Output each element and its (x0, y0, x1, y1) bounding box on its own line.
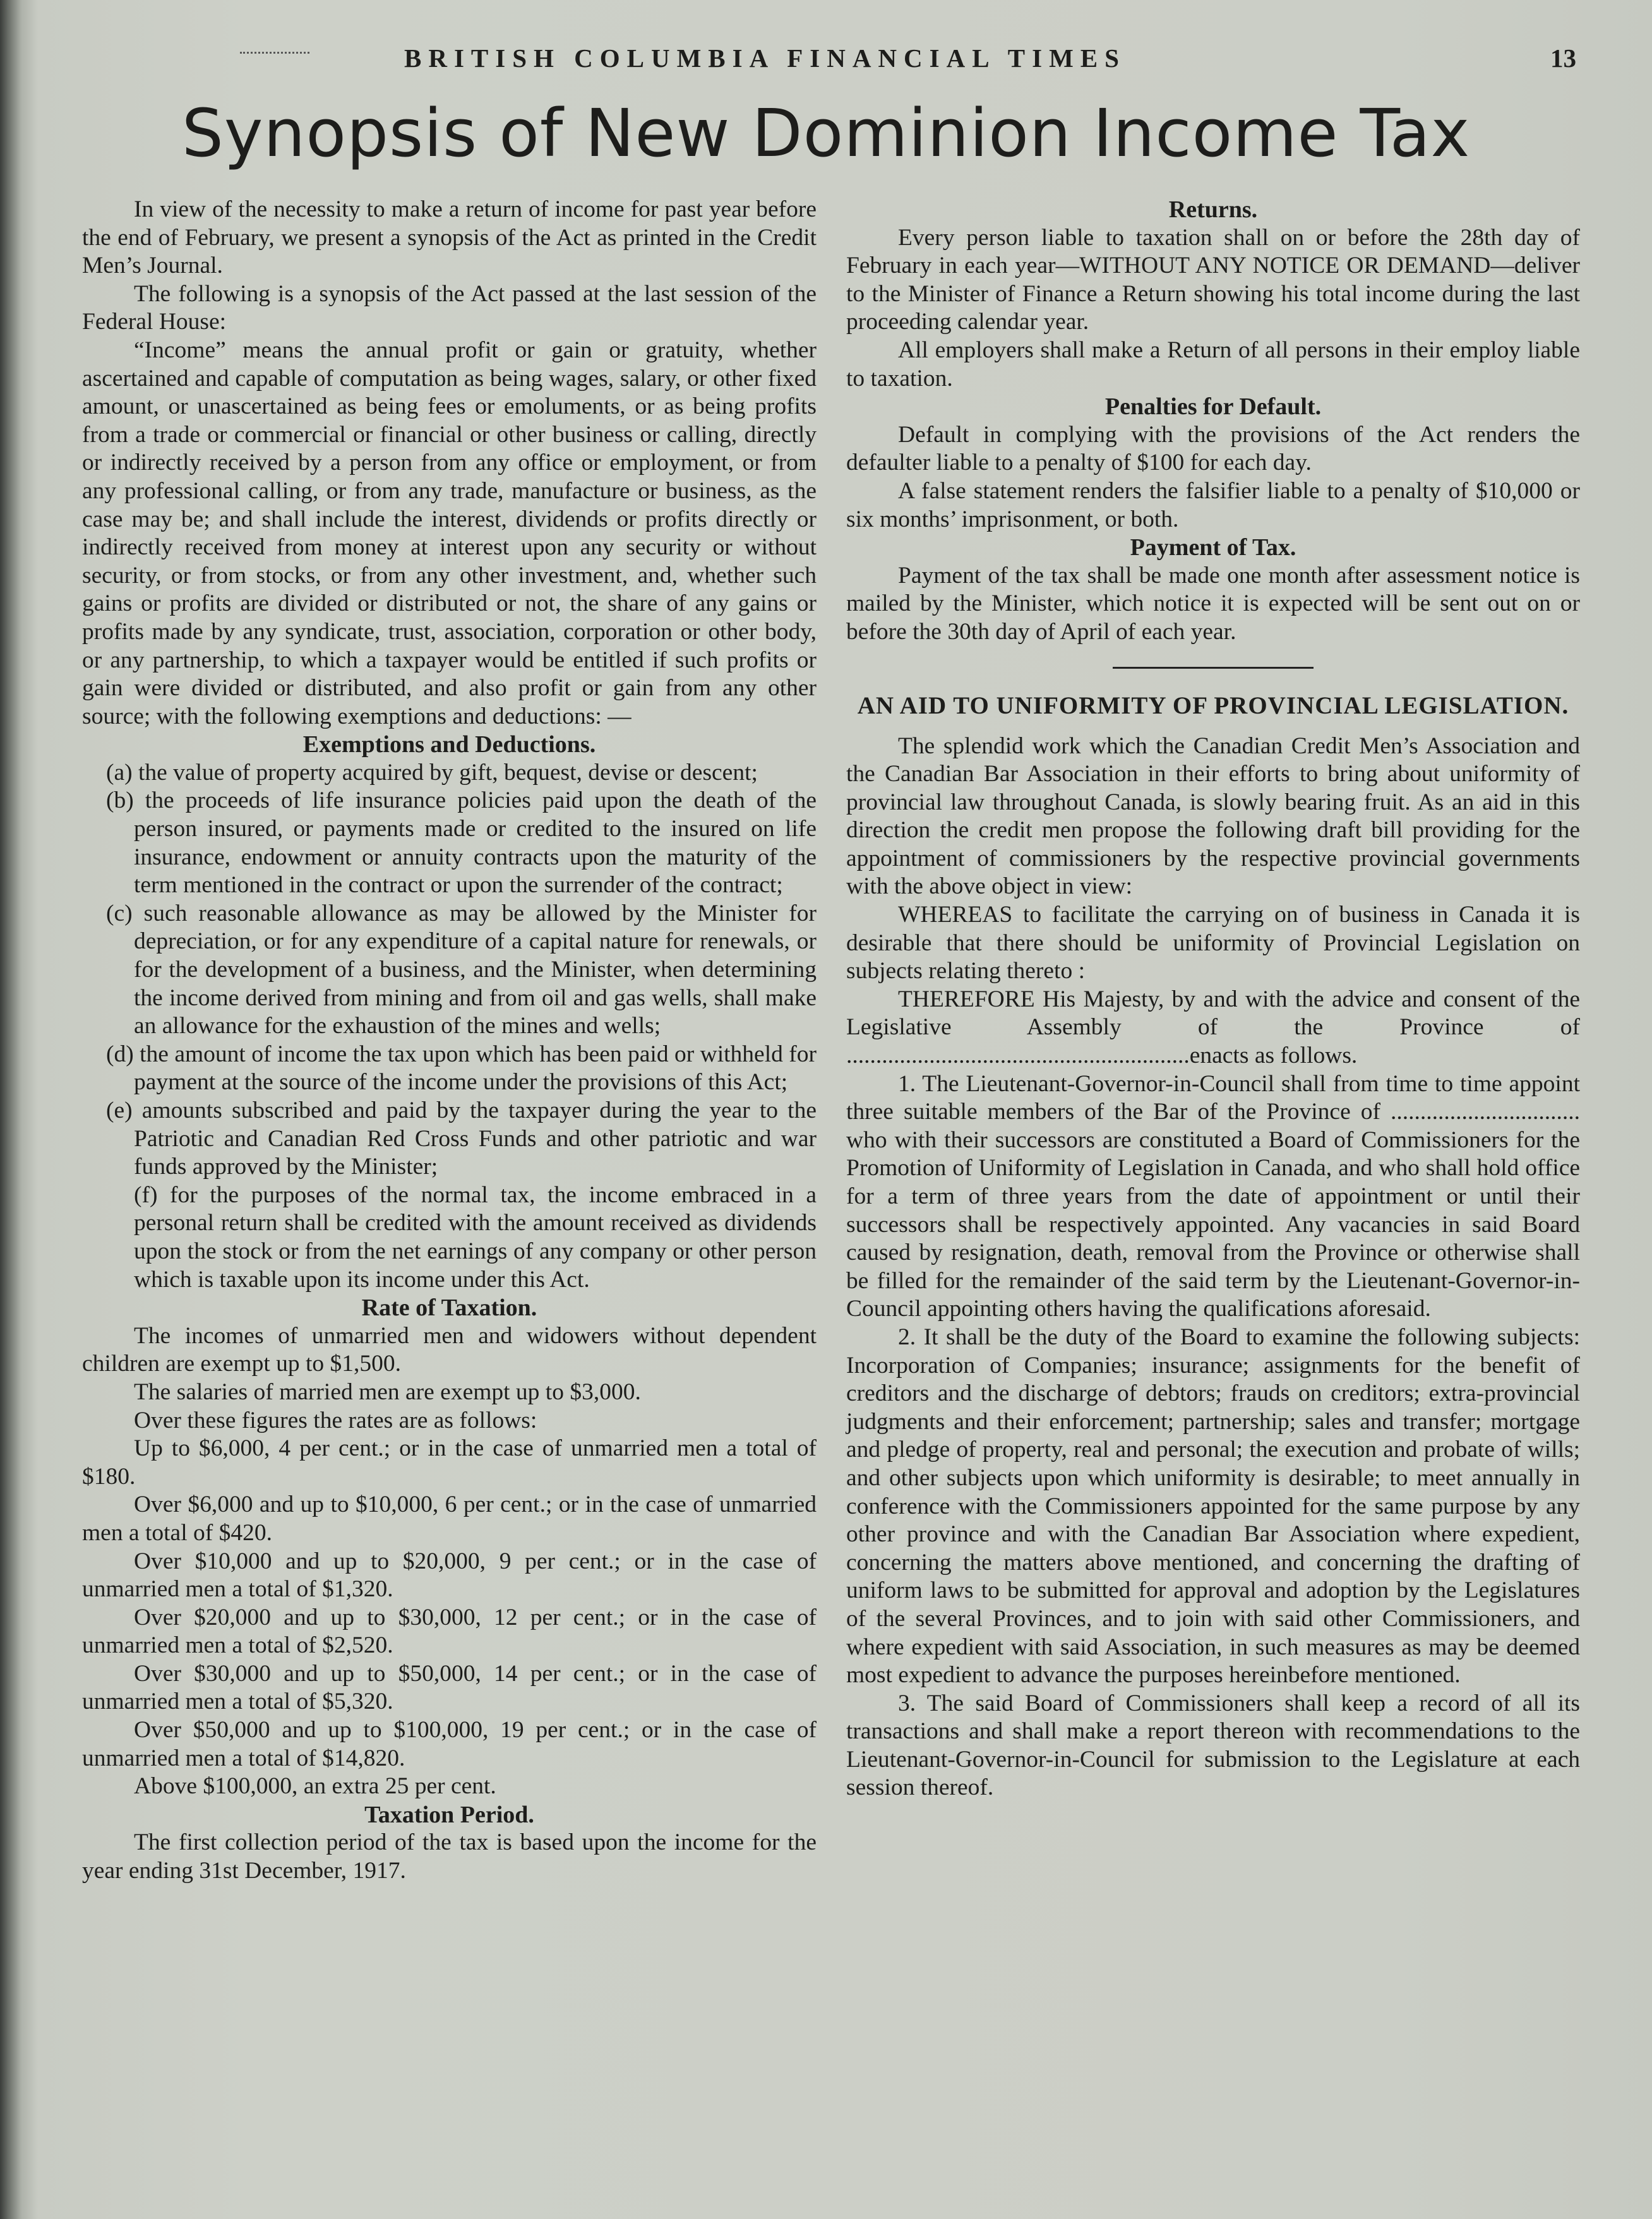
article2-clause: 3. The said Board of Commissioners shall keep a record of all its transactions and shall make a report thereon with recommendations to the Lieutenant-Governor-in-Council for submission to the Legislature at each session thereof. (846, 1690, 1580, 1801)
exemption-item: (d) the amount of income the tax upon which has been paid or withheld for payment at the source of the income under the provisions of this Act; (106, 1041, 817, 1096)
article-title: Synopsis of New Dominion Income Tax (181, 95, 1471, 172)
article2-paragraph: The splendid work which the Canadian Credit Men’s Association and the Canadian Bar Association in their efforts to bring about uniformity of provincial law throughout Canada, is slowly bearing fruit. As an aid in this direction the credit men propose the following draft bill providing for the appointment of commissioners by the respective provincial governments with the above object in view: (846, 733, 1580, 900)
period-paragraph: The first collection period of the tax is based upon the income for the year ending 31st December, 1917. (82, 1829, 817, 1884)
rate-paragraph: Over $50,000 and up to $100,000, 19 per cent.; or in the case of unmarried men a total of $14,820. (82, 1717, 817, 1771)
section-heading-exemptions: Exemptions and Deductions. (302, 731, 596, 758)
header-ornament (240, 52, 309, 54)
right-column (846, 196, 1580, 1802)
returns-paragraph: All employers shall make a Return of all persons in their employ liable to taxation. (846, 337, 1580, 392)
rate-paragraph: Over $30,000 and up to $50,000, 14 per cent.; or in the case of unmarried men a total of $5,320. (82, 1660, 817, 1715)
rate-paragraph: Over $20,000 and up to $30,000, 12 per cent.; or in the case of unmarried men a total of $2,520. (82, 1604, 817, 1659)
page-number: 13 (1550, 44, 1576, 73)
intro-paragraph: In view of the necessity to make a return of income for past year before the end of February, we present a synopsis of the Act as printed in the Credit Men’s Journal. (82, 196, 817, 279)
exemption-item: (b) the proceeds of life insurance policies paid upon the death of the person insured, or payments made or credited to the insured on life insurance, endowment or annuity contracts upon the maturity of the term mentioned in the contract or upon the surrender of the contract; (106, 787, 817, 899)
title-spacing (846, 720, 1580, 733)
exemption-item: (f) for the purposes of the normal tax, the income embraced in a personal return shall be credited with the amount received as dividends upon the stock or from the net earnings of any company or other person which is taxable upon its income under this Act. (134, 1181, 817, 1293)
exemption-item: (a) the value of property acquired by gift, bequest, devise or descent; (106, 759, 758, 786)
article2-clause: 1. The Lieutenant-Governor-in-Council shall from time to time appoint three suitable members of the Bar of the Province of ................................ who with their successors are constituted a Board of Commissioners for the Promotion of Uniformity of Legislation in Canada, and who shall hold office for a term of three years from the date of appointment or until their successors shall be respectively appointed. Any vacancies in said Board caused by resignation, death, removal from the Province or otherwise shall be filled for the remainder of the said term by the Lieutenant-Governor-in-Council appointing others having the qualifications aforesaid. (846, 1070, 1580, 1322)
section-heading-period: Taxation Period. (364, 1801, 534, 1828)
rate-paragraph: Up to $6,000, 4 per cent.; or in the case of unmarried men a total of $180. (82, 1435, 817, 1490)
section-heading-payment: Payment of Tax. (1130, 534, 1296, 561)
second-article-title: AN AID TO UNIFORMITY OF PROVINCIAL LEGISLATION. (857, 691, 1569, 719)
rate-paragraph: Above $100,000, an extra 25 per cent. (134, 1773, 496, 1800)
section-divider (1113, 667, 1314, 669)
income-definition: “Income” means the annual profit or gain or gratuity, whether ascertained and capable of computation as being wages, salary, or other fixed amount, or unascertained as being fees or emoluments, or as being profits from a trade or commercial or financial or other business or calling, directly or indirectly received by a person from any office or employment, or from any professional calling, or from any trade, manufacture or business, as the case may be; and shall include the interest, dividends or profits directly or indirectly received from money at interest upon any security or without security, or from stocks, or from any other investment, and, whether such gains or profits are divided or distributed or not, the share of any gains or profits made by any syndicate, trust, association, corporation or other body, or any partnership, to which a taxpayer would be entitled if such profits or gain were divided or distributed, and also profit or gain from any other source; with the following exemptions and deductions: — (82, 337, 817, 729)
rate-paragraph: Over these figures the rates are as follows: (134, 1407, 537, 1433)
rate-paragraph: The salaries of married men are exempt up to $3,000. (134, 1379, 641, 1405)
running-header (0, 39, 1652, 77)
exemption-item: (c) such reasonable allowance as may be allowed by the Minister for depreciation, or for any expenditure of a capital nature for renewals, or for the development of a business, and the Minister, when determining the income derived from mining and from oil and gas wells, shall make an allowance for the exhaustion of the mines and wells; (106, 900, 817, 1039)
article2-paragraph: THEREFORE His Majesty, by and with the advice and consent of the Legislative Assembly of the Province of ..........................................................enacts as follows. (846, 986, 1580, 1069)
payment-paragraph: Payment of the tax shall be made one month after assessment notice is mailed by the Minister, which notice it is expected will be sent out on or before the 30th day of April of each year. (846, 562, 1580, 645)
penalties-paragraph: A false statement renders the falsifier liable to a penalty of $10,000 or six months’ imprisonment, or both. (846, 477, 1580, 532)
section-heading-rate: Rate of Taxation. (361, 1295, 537, 1322)
returns-paragraph: Every person liable to taxation shall on or before the 28th day of February in each year—WITHOUT ANY NOTICE OR DEMAND—deliver to the Minister of Finance a Return showing his total income during the last proceeding calendar year. (846, 224, 1580, 335)
penalties-paragraph: Default in complying with the provisions of the Act renders the defaulter liable to a penalty of $100 for each day. (846, 421, 1580, 476)
exemption-item: (e) amounts subscribed and paid by the taxpayer during the year to the Patriotic and Canadian Red Cross Funds and other patriotic and war funds approved by the Minister; (106, 1098, 817, 1180)
intro-paragraph: The following is a synopsis of the Act passed at the last session of the Federal House: (82, 280, 817, 335)
section-heading-penalties: Penalties for Default. (1104, 393, 1322, 421)
journal-name: BRITISH COLUMBIA FINANCIAL TIMES (404, 44, 1126, 73)
article2-clause: 2. It shall be the duty of the Board to examine the following subjects: Incorporation of Companies; insurance; assignments for the benefit of creditors and the discharge of debtors; frauds on creditors; extra-provincial judgments and their enforcement; partnership; sales and transfer; mortgage and pledge of property, real and personal; the execution and probate of wills; and other subjects upon which uniformity is desirable; to meet annually in conference with the Commissioners appointed for the same purpose by any other province and with the Canadian Bar Association where expedient, concerning the matters above mentioned, and concerning the drafting of uniform laws to be submitted for approval and adoption by the Legislatures of the several Provinces, and to join with said other Commissioners, and where expedient with said Association, in such measures as may be deemed most expedient to advance the purposes hereinbefore mentioned. (846, 1324, 1580, 1689)
rate-paragraph: Over $10,000 and up to $20,000, 9 per cent.; or in the case of unmarried men a total of $1,320. (82, 1548, 817, 1603)
article2-paragraph: WHEREAS to facilitate the carrying on of business in Canada it is desirable that there should be uniformity of Provincial Legislation on subjects relating thereto : (846, 902, 1580, 984)
rate-paragraph: Over $6,000 and up to $10,000, 6 per cent.; or in the case of unmarried men a total of $420. (82, 1492, 817, 1546)
rate-paragraph: The incomes of unmarried men and widowers without dependent children are exempt up to $1,500. (82, 1322, 817, 1377)
section-heading-returns: Returns. (1168, 196, 1258, 223)
left-column (82, 196, 817, 1886)
